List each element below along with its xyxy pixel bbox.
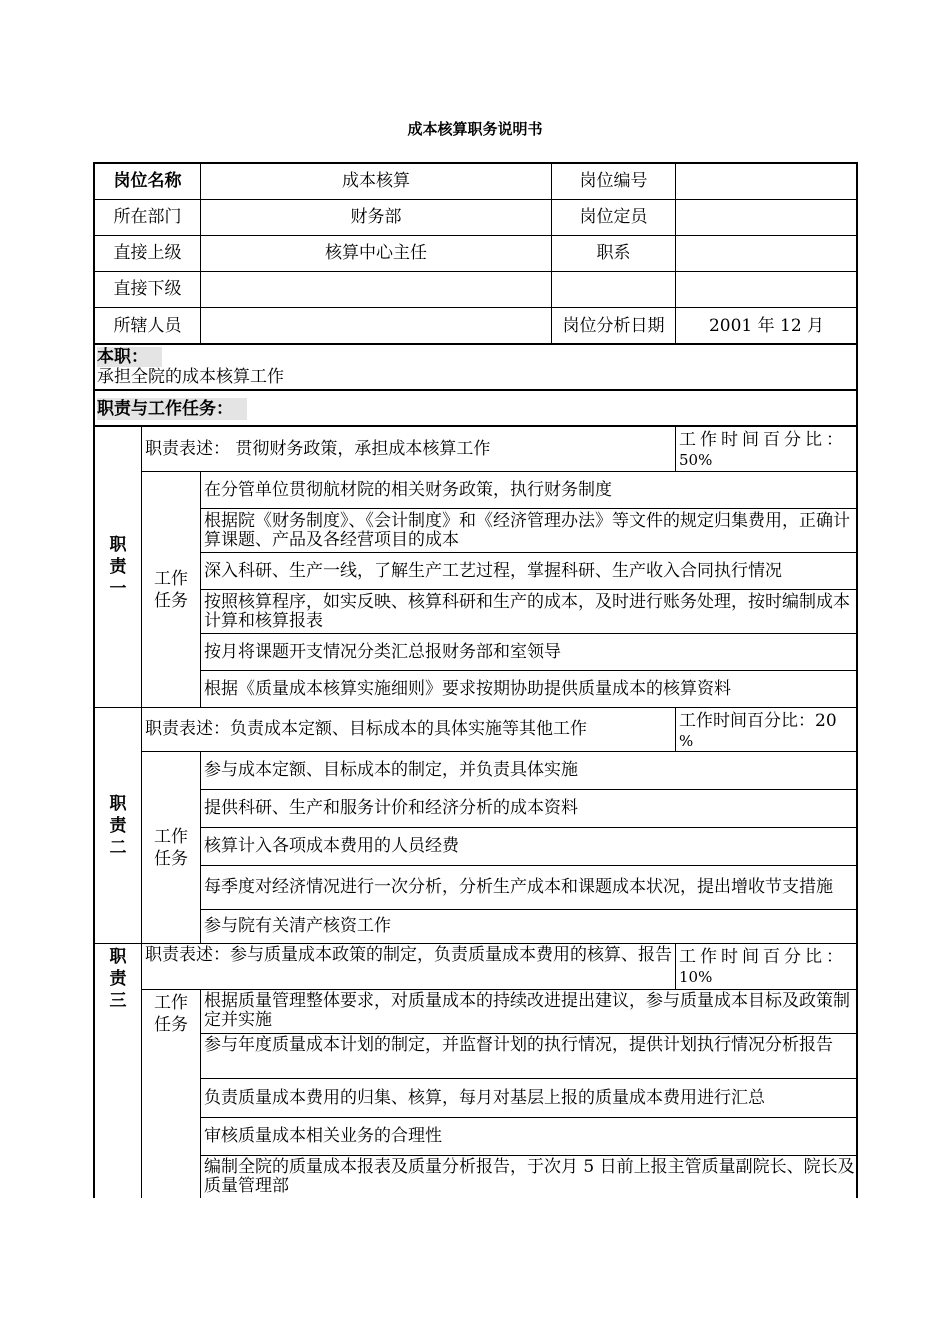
- staff-under-value: [200, 307, 551, 344]
- main-duty-section: [94, 344, 857, 390]
- table-top-border: [93, 162, 858, 164]
- duty-1-task-4: 按照核算程序，如实反映、核算科研和生产的成本，及时进行账务处理，按时编制成本计算和核算报表: [200, 589, 857, 633]
- headcount-label: 岗位定员: [551, 199, 675, 235]
- headcount-value: [675, 199, 857, 235]
- analysis-date-value: 2001 年 12 月: [675, 307, 857, 344]
- duty-3-task-1: 根据质量管理整体要求，对质量成本的持续改进提出建议，参与质量成本目标及政策制定并实施: [200, 989, 857, 1033]
- duty-2-task-2: 提供科研、生产和服务计价和经济分析的成本资料: [200, 789, 857, 827]
- duty-2-description: 职责表述：负责成本定额、目标成本的具体实施等其他工作: [141, 707, 675, 751]
- duty-3-description: 职责表述：参与质量成本政策的制定，负责质量成本费用的核算、报告: [141, 943, 675, 989]
- duty-3-task-2: 参与年度质量成本计划的制定，并监督计划的执行情况，提供计划执行情况分析报告: [200, 1033, 857, 1078]
- duty-2-task-5: 参与院有关清产核资工作: [200, 909, 857, 943]
- duty-1-task-3: 深入科研、生产一线，了解生产工艺过程，掌握科研、生产收入合同执行情况: [200, 552, 857, 589]
- duty-3-task-5: 编制全院的质量成本报表及质量分析报告，于次月 5 日前上报主管质量副院长、院长及质量管理部: [200, 1155, 857, 1198]
- direct-subordinate-value: [200, 271, 551, 307]
- direct-subordinate-label: 直接下级: [94, 271, 200, 307]
- duty-1-label: 职 责 一: [94, 426, 141, 707]
- info-section-divider: [93, 343, 858, 345]
- position-code-label: 岗位编号: [551, 163, 675, 199]
- table-right-border: [856, 162, 858, 1198]
- job-family-label: 职系: [551, 235, 675, 271]
- duty-1-time-share: 工作时间百分比： 50%: [675, 426, 857, 471]
- position-name-value: 成本核算: [200, 163, 551, 199]
- main-duty-text: 承担全院的成本核算工作: [97, 367, 284, 387]
- duty-3-task-4: 审核质量成本相关业务的合理性: [200, 1117, 857, 1155]
- analysis-date-label: 岗位分析日期: [551, 307, 675, 344]
- empty-label-cell: [551, 271, 675, 307]
- duty-2-task-label: 工作 任务: [141, 751, 200, 943]
- position-name-label: 岗位名称: [94, 163, 200, 199]
- duty-3-task-label: 工作 任务: [141, 989, 200, 1198]
- duty-2-label: 职 责 二: [94, 707, 141, 943]
- direct-superior-value: 核算中心主任: [200, 235, 551, 271]
- job-family-value: [675, 235, 857, 271]
- duty-1-task-1: 在分管单位贯彻航材院的相关财务政策，执行财务制度: [200, 471, 857, 508]
- document-title: 成本核算职务说明书: [407, 120, 543, 138]
- position-code-value: [675, 163, 857, 199]
- duties-header: 职责与工作任务：: [97, 398, 247, 420]
- staff-under-label: 所辖人员: [94, 307, 200, 344]
- direct-superior-label: 直接上级: [94, 235, 200, 271]
- duties-header-row: [94, 390, 857, 426]
- main-duty-label: 本职：: [97, 347, 162, 367]
- table-left-border: [93, 162, 95, 1198]
- duty-2-task-1: 参与成本定额、目标成本的制定，并负责具体实施: [200, 751, 857, 789]
- duty-1-description: 职责表述： 贯彻财务政策，承担成本核算工作: [141, 426, 675, 471]
- duty-1-task-label: 工作 任务: [141, 471, 200, 707]
- duty-1-task-6: 根据《质量成本核算实施细则》要求按期协助提供质量成本的核算资料: [200, 670, 857, 707]
- duty-2-task-3: 核算计入各项成本费用的人员经费: [200, 827, 857, 865]
- duty-1-task-5: 按月将课题开支情况分类汇总报财务部和室领导: [200, 633, 857, 670]
- duty-2-time-share: 工作时间百分比：20 %: [675, 707, 857, 751]
- department-label: 所在部门: [94, 199, 200, 235]
- duties-header-divider: [93, 425, 858, 427]
- duty-3-task-3: 负责质量成本费用的归集、核算，每月对基层上报的质量成本费用进行汇总: [200, 1078, 857, 1117]
- duty-2-task-4: 每季度对经济情况进行一次分析，分析生产成本和课题成本状况，提出增收节支措施: [200, 865, 857, 909]
- duty-3-label: 职 责 三: [94, 943, 141, 1198]
- main-duty-divider: [93, 389, 858, 391]
- duty-1-task-2: 根据院《财务制度》、《会计制度》和《经济管理办法》等文件的规定归集费用，正确计算课题、产品及各经营项目的成本: [200, 508, 857, 552]
- department-value: 财务部: [200, 199, 551, 235]
- empty-value-cell: [675, 271, 857, 307]
- duty-3-time-share: 工作时间百分比： 10%: [675, 943, 857, 989]
